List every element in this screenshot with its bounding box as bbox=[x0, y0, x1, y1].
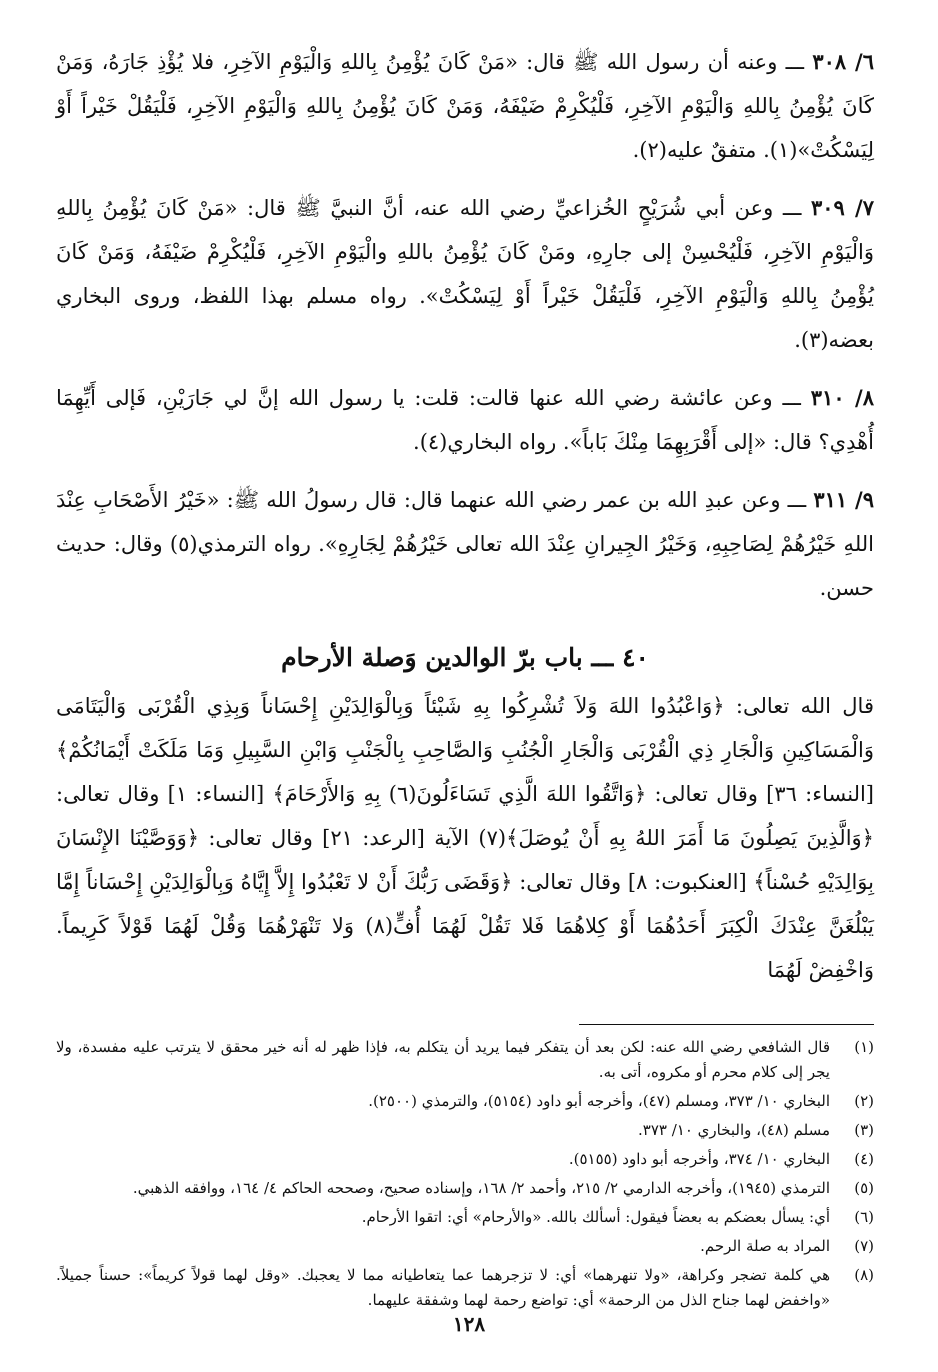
hadith-text: ـــ وعن عبدِ الله بن عمر رضي الله عنهما قال: قال رسولُ الله ﷺ: «خَيْرُ الأَصْحَابِ عِنْدَ اللهِ خَيْرُهُمْ لِصَاحِبِهِ، وَخَيْرُ الجِيرانِ عِنْدَ الله تعالى خَيْرُهُمْ لِجَارِهِ». رواه الترمذي(٥) وقال: حديث حسن. bbox=[56, 488, 875, 600]
hadith-311 bbox=[56, 478, 874, 610]
footnote-number: (٥) bbox=[854, 1179, 874, 1197]
footnote bbox=[56, 1147, 874, 1172]
hadith-309 bbox=[56, 186, 874, 362]
footnote-number: (١) bbox=[854, 1038, 874, 1056]
footnote-number: (٧) bbox=[854, 1237, 874, 1255]
hadith-text: ـــ وعنه أن رسول الله ﷺ قال: «مَنْ كَانَ يُؤْمِنُ بِاللهِ وَالْيَوْمِ الآخِرِ، فلا يُؤْذِ جَارَهُ، وَمَنْ كَانَ يُؤْمِنُ بِاللهِ وَالْيَوْمِ الآخِرِ، فَلْيُكْرِمْ ضَيْفَهُ، وَمَنْ كَانَ يُؤْمِنُ بِاللهِ وَالْيَوْمِ الآخِرِ، فَلْيَقُلْ خَيْراً أَوْ لِيَسْكُتْ»(١). متفقٌ عليه(٢). bbox=[56, 50, 874, 162]
footnote-text: البخاري ١٠/ ٣٧٤، وأخرجه أبو داود (٥١٥٥). bbox=[568, 1150, 830, 1168]
footnote bbox=[56, 1035, 874, 1085]
hadith-text: ـــ وعن عائشة رضي الله عنها قالت: قلت: يا رسول الله إنَّ لي جَارَيْنِ، فَإلى أَيِّهِمَا أُهْدِي؟ قال: «إلى أَقْرَبِهِمَا مِنْكَ بَاباً». رواه البخاري(٤). bbox=[56, 386, 874, 454]
footnote-text: المراد به صلة الرحم. bbox=[700, 1237, 830, 1255]
footnote-text: الترمذي (١٩٤٥)، وأخرجه الدارمي ٢/ ٢١٥، وأحمد ٢/ ١٦٨، وإسناده صحيح، وصححه الحاكم ٤/ ١٦٤، ووافقه الذهبي. bbox=[132, 1179, 830, 1197]
footnote-number: (٢) bbox=[854, 1092, 874, 1110]
footnote-number: (٤) bbox=[854, 1150, 874, 1168]
footnote bbox=[56, 1118, 874, 1143]
hadith-number: ٨/ ٣١٠ bbox=[810, 385, 874, 410]
hadith-number: ٦/ ٣٠٨ bbox=[812, 49, 874, 74]
footnote-number: (٦) bbox=[854, 1208, 874, 1226]
footnote-number: (٨) bbox=[854, 1266, 874, 1284]
footnote bbox=[56, 1205, 874, 1230]
hadith-308 bbox=[56, 40, 874, 172]
footnote bbox=[56, 1089, 874, 1114]
hadith-310 bbox=[56, 376, 874, 464]
footnote bbox=[56, 1176, 874, 1201]
footnote bbox=[56, 1263, 874, 1313]
chapter-intro: قال الله تعالى: ﴿وَاعْبُدُوا اللهَ وَلاَ تُشْرِكُوا بِهِ شَيْئاً وَبِالْوَالِدَيْنِ إِحْسَاناً وَبِذِي الْقُرْبَى وَالْيَتَامَى وَالْمَسَاكِينِ وَالْجَارِ ذِي الْقُرْبَى وَالْجَارِ الْجُنُبِ وَالصَّاحِبِ بِالْجَنْبِ وَابْنِ السَّبِيلِ وَمَا مَلَكَتْ أَيْمَانُكُمْ﴾ [النساء: ٣٦] وقال تعالى: ﴿وَاتَّقُوا اللهَ الَّذِي تَسَاءَلُونَ(٦) بِهِ وَالأَرْحَامَ﴾ [النساء: ١] وقال تعالى: ﴿وَالَّذِينَ يَصِلُونَ مَا أَمَرَ اللهُ بِهِ أَنْ يُوصَلَ﴾(٧) الآية [الرعد: ٢١] وقال تعالى: ﴿وَوَصَّيْنَا الإِنْسَانَ بِوَالِدَيْهِ حُسْناً﴾ [العنكبوت: ٨] وقال تعالى: ﴿وَقَضَى رَبُّكَ أَنْ لا تَعْبُدُوا إِلاَّ إِيَّاهُ وَبِالْوَالِدَيْنِ إِحْسَاناً إِمَّا يَبْلُغَنَّ عِنْدَكَ الْكِبَرَ أَحَدُهُمَا أَوْ كِلاهُمَا فَلا تَقُلْ لَهُمَا أُفٍّ(٨) وَلا تَنْهَرْهُمَا وَقُلْ لَهُمَا قَوْلاً كَرِيماً. وَاخْفِضْ لَهُمَا bbox=[56, 694, 875, 982]
footnote-divider bbox=[579, 1024, 874, 1025]
hadith-number: ٩/ ٣١١ bbox=[813, 487, 874, 512]
footnote-text: قال الشافعي رضي الله عنه: لكن بعد أن يتفكر فيما يريد أن يتكلم به، فإذا ظهر له أنه خير محقق لا يترتب عليه مفسدة، ولا يجر إلى كلام محرم أو مكروه، أتى به. bbox=[56, 1038, 830, 1081]
footnote-text: مسلم (٤٨)، والبخاري ١٠/ ٣٧٣. bbox=[637, 1121, 830, 1139]
footnote bbox=[56, 1234, 874, 1259]
chapter-title: ٤٠ ـــ باب برّ الوالدين وَصلة الأرحام bbox=[281, 643, 649, 672]
footnote-text: أي: يسأل بعضكم به بعضاً فيقول: أسألك بالله. «والأرحام» أي: اتقوا الأرحام. bbox=[361, 1208, 830, 1226]
footnote-number: (٣) bbox=[854, 1121, 874, 1139]
footnote-text: هي كلمة تضجر وكراهة، «ولا تنهرهما» أي: لا تزجرهما عما يتعاطيانه مما لا يعجبك. «وقل لهما قولاً كريماً»: حسناً جميلاً. «واخفض لهما جناح الذل من الرحمة» أي: تواضع رحمة لهما وشفقة عليهما. bbox=[56, 1266, 830, 1309]
footnotes bbox=[56, 1035, 874, 1313]
footnote-text: البخاري ١٠/ ٣٧٣، ومسلم (٤٧)، وأخرجه أبو داود (٥١٥٤)، والترمذي (٢٥٠٠). bbox=[368, 1092, 830, 1110]
hadith-number: ٧/ ٣٠٩ bbox=[810, 195, 875, 220]
hadith-text: ـــ وعن أبي شُرَيْحٍ الخُزاعيِّ رضي الله عنه، أنَّ النبيَّ ﷺ قال: «مَنْ كَانَ يُؤْمِنُ بِاللهِ وَالْيَوْمِ الآخِرِ، فَلْيُحْسِنْ إلى جارِهِ، ومَنْ كَانَ يُؤْمِنُ باللهِ والْيَوْمِ الآخِرِ، فَلْيُكْرِمْ ضَيْفَهُ، وَمَنْ كَانَ يُؤْمِنُ بِاللهِ وَالْيَوْمِ الآخِرِ، فَلْيَقُلْ خَيْراً أَوْ لِيَسْكُتْ». رواه مسلم بهذا اللفظ، وروى البخاري بعضه(٣). bbox=[56, 196, 874, 352]
page-number: ١٢٨ bbox=[452, 1312, 486, 1336]
